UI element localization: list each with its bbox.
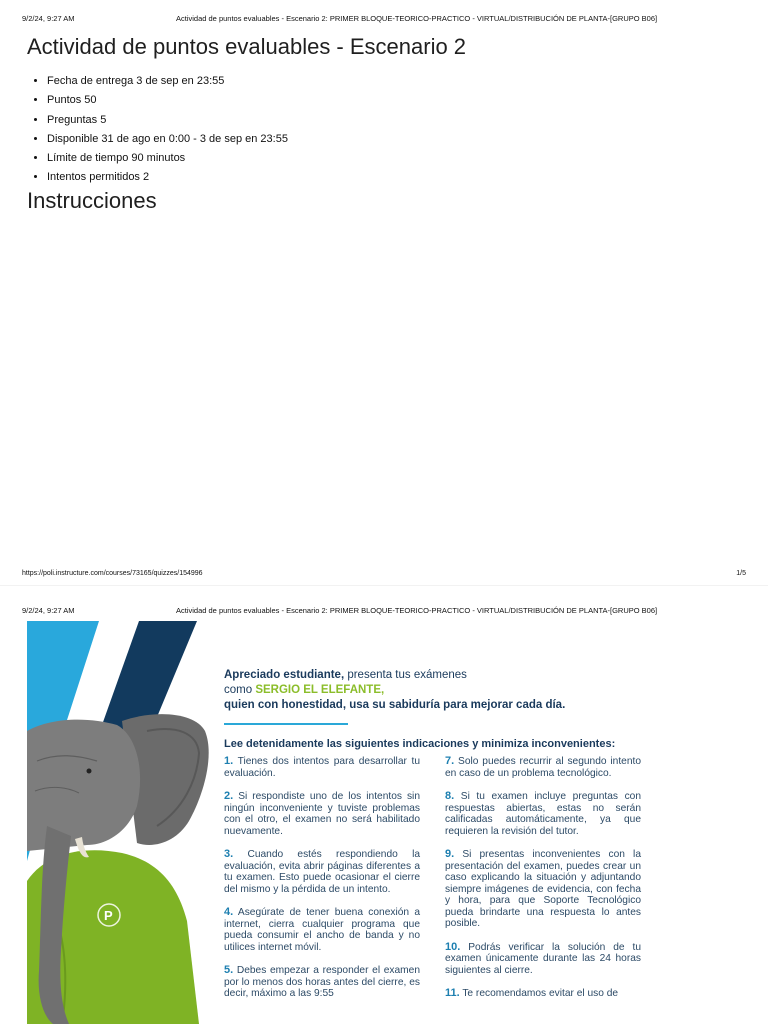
mascot-name: SERGIO EL ELEFANTE, <box>255 684 385 696</box>
guideline-item: 1. Tienes dos intentos para desarrollar tu evaluación. <box>224 755 420 779</box>
guideline-item: 10. Podrás verificar la solución de tu examen únicamente durante las 24 horas siguientes al cierre. <box>445 940 641 976</box>
detail-availability: • Disponible 31 de ago en 0:00 - 3 de sep en 23:55 <box>47 130 288 149</box>
elephant-eye <box>87 769 92 774</box>
guidelines-right-column <box>445 756 641 1012</box>
guideline-item: 7. Solo puedes recurrir al segundo intento en caso de un problema tecnológico. <box>445 755 641 779</box>
accent-underline <box>224 723 348 725</box>
greeting-block <box>224 668 565 713</box>
quiz-title: Actividad de puntos evaluables - Escenario 2 <box>27 34 467 59</box>
page-break <box>0 585 768 601</box>
detail-points: • Puntos 50 <box>47 91 288 110</box>
guideline-item: 2. Si respondiste uno de los intentos sin ningún inconveniente y tuviste problemas con el otro, el examen no será habilitado nuevamente. <box>224 790 420 837</box>
quiz-details-list <box>28 72 288 188</box>
guideline-item: 8. Si tu examen incluye preguntas con respuestas abiertas, estas no serán calificadas automáticamente, ya que requieren la revisión del tutor. <box>445 790 641 837</box>
greeting-como: como <box>224 684 256 696</box>
detail-due-date: • Fecha de entrega 3 de sep en 23:55 <box>47 72 288 91</box>
guideline-item: 4. Asegúrate de tener buena conexión a internet, cierra cualquier programa que pueda consumir el ancho de banda y no utilices internet móvil. <box>224 906 420 953</box>
print-datetime: 9/2/24, 9:27 AM <box>22 606 75 615</box>
print-url[interactable]: https://poli.instructure.com/courses/73165/quizzes/154996 <box>22 570 203 577</box>
guideline-item: 11. Te recomendamos evitar el uso de <box>445 987 619 999</box>
svg-text:P: P <box>104 908 113 923</box>
elephant-head <box>27 720 140 851</box>
greeting-motto: quien con honestidad, usa su sabiduría para mejorar cada día. <box>224 699 566 711</box>
page-number: 1/5 <box>736 570 746 577</box>
instructions-heading: Instrucciones <box>27 188 157 213</box>
guideline-item: 5. Debes empezar a responder el examen por lo menos dos horas antes del cierre, es decir, máximo a las 9:55 <box>224 964 420 999</box>
print-header <box>22 606 746 616</box>
guideline-item: 9. Si presentas inconvenientes con la presentación del examen, puedes crear un caso explicando la situación y adjuntando siempre imágenes de evidencia, con fecha y hora, para que Soporte Tecnológico pueda brindarte una respuesta lo antes posible. <box>445 848 641 929</box>
guidelines-lead: Lee detenidamente las siguientes indicaciones y minimiza inconvenientes: <box>224 738 616 750</box>
detail-time-limit: • Límite de tiempo 90 minutos <box>47 149 288 168</box>
guidelines-left-column <box>224 756 420 1012</box>
print-title: Actividad de puntos evaluables - Escenario 2: PRIMER BLOQUE-TEORICO-PRACTICO - VIRTUAL/DISTRIBUCIÓN DE PLANTA-[GRUPO B06] <box>176 14 658 23</box>
pdf-page-2 <box>0 600 768 1024</box>
greeting-rest: presenta tus exámenes <box>344 669 467 681</box>
print-title: Actividad de puntos evaluables - Escenario 2: PRIMER BLOQUE-TEORICO-PRACTICO - VIRTUAL/DISTRIBUCIÓN DE PLANTA-[GRUPO B06] <box>176 606 658 615</box>
print-datetime: 9/2/24, 9:27 AM <box>22 14 75 23</box>
detail-questions: • Preguntas 5 <box>47 111 288 130</box>
greeting-bold: Apreciado estudiante, <box>224 669 345 681</box>
elephant-mascot-illustration <box>27 621 227 1024</box>
print-header <box>22 14 746 24</box>
exam-guidelines-banner <box>27 621 647 1024</box>
detail-attempts: • Intentos permitidos 2 <box>47 168 288 187</box>
guideline-item: 3. Cuando estés respondiendo la evaluación, evita abrir páginas diferentes a tu examen. Esto puede ocasionar el cierre del mismo y la pérdida de un intento. <box>224 848 420 895</box>
